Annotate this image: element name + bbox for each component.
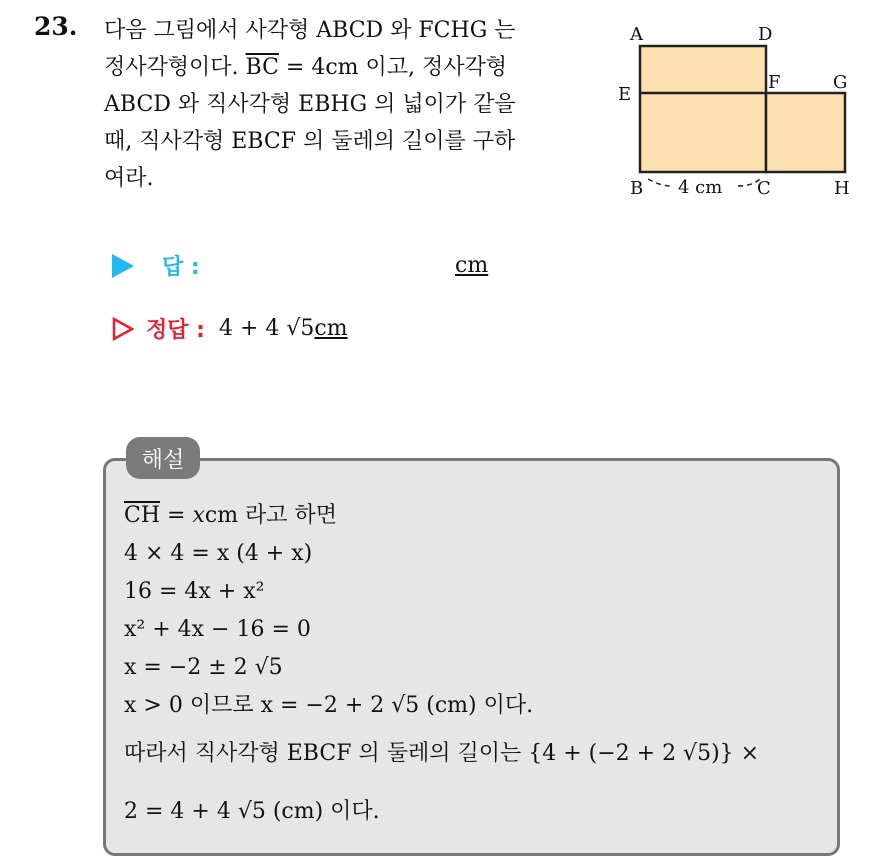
explanation-line-4: x² + 4x − 16 = 0 [124,617,311,642]
label-h: H [834,178,850,199]
segment-bc: $\overline{BC}$ [245,55,279,80]
outline-arrow-icon [112,317,134,341]
question-line-4: 때, 직사각형 EBCF 의 둘레의 길이를 구하 [104,129,516,154]
variable-x: x [192,503,205,528]
segment-ch: $\overline{CH}$ [124,503,161,528]
explanation-line-7: 따라서 직사각형 EBCF 의 둘레의 길이는 {4 + (−2 + 2 √5)} × [124,741,760,766]
label-d: D [758,24,773,45]
correct-unit: cm [314,316,348,341]
square-abcd [640,46,766,172]
explanation-content [124,497,834,841]
label-bc-length: 4 cm [678,177,723,198]
geometry-figure [610,16,860,206]
label-c: C [757,178,771,199]
answer-row [112,250,200,281]
question-line-5: 여라. [104,166,154,191]
play-arrow-icon [112,254,134,278]
answer-label: 답 : [162,255,200,280]
correct-answer-row [112,313,348,344]
label-f: F [768,72,781,93]
answer-unit: cm [455,253,489,278]
label-g: G [833,72,848,93]
square-fchg [766,93,845,172]
explanation-line-1 [124,497,834,535]
label-b: B [630,178,644,199]
explanation-line-2: 4 × 4 = x (4 + x) [124,541,313,566]
question-line-2-start: 정사각형이다. [104,55,246,80]
question-line-2 [104,49,594,86]
question-number: 23. [34,12,78,41]
question-line-3: ABCD 와 직사각형 EBHG 의 넓이가 같을 [104,92,516,117]
explanation-line-8: 2 = 4 + 4 √5 (cm) 이다. [124,799,380,824]
explanation-line-1-end: cm 라고 하면 [204,503,338,528]
explanation-line-5: x = −2 ± 2 √5 [124,655,283,680]
explanation-line-6: x > 0 이므로 x = −2 + 2 √5 (cm) 이다. [124,693,534,718]
correct-label: 정답 : [146,318,205,343]
label-a: A [630,24,643,45]
question-line-1: 다음 그림에서 사각형 ABCD 와 FCHG 는 [104,18,516,43]
question-line-2-end: = 4cm 이고, 정사각형 [278,55,508,80]
equals-sign: = [160,503,193,528]
label-e: E [618,84,632,105]
explanation-line-3: 16 = 4x + x² [124,579,265,604]
explanation-tab: 해설 [126,437,200,479]
question-text [104,12,594,197]
correct-value: 4 + 4 √5 [218,316,315,341]
